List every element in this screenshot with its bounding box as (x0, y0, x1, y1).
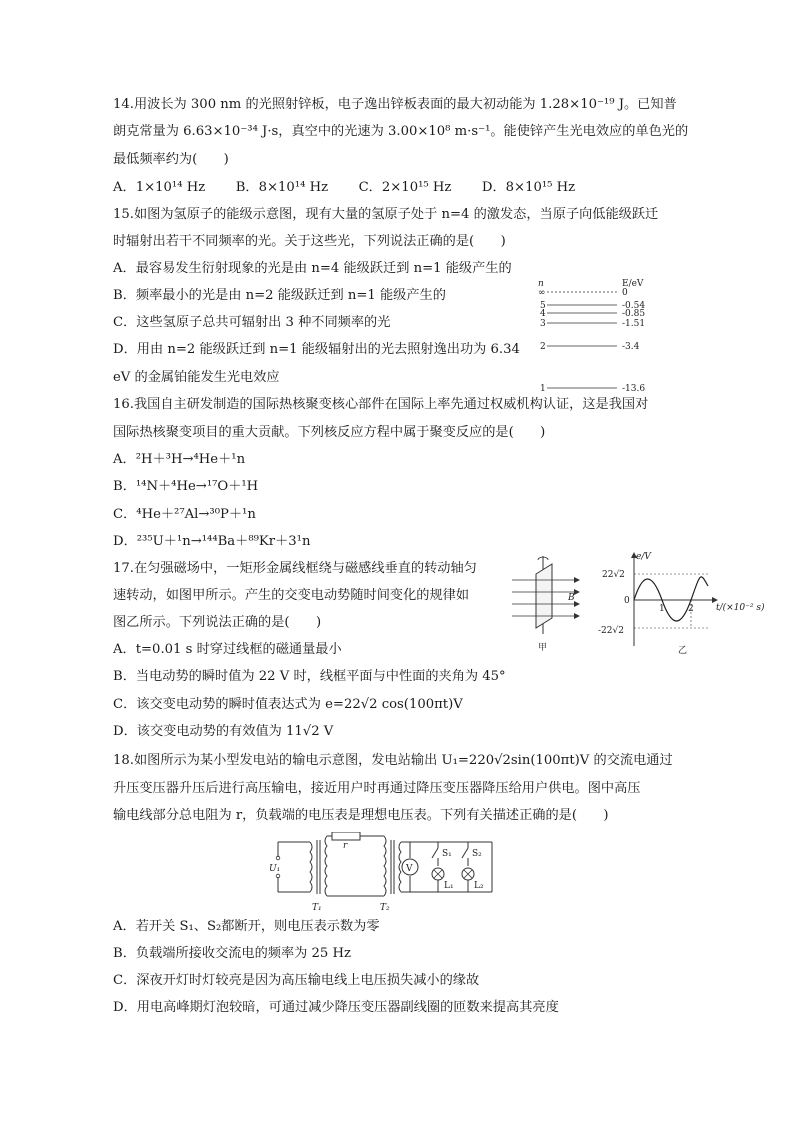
q15-option-c: C．这些氢原子总共可辐射出 3 种不同频率的光 (113, 315, 391, 330)
origin-label: 0 (624, 596, 630, 606)
q18-option-c: C．深夜开灯时灯较亮是因为高压输电线上电压损失减小的缘故 (113, 973, 480, 988)
label-S1: S₁ (442, 849, 452, 859)
switch-s1 (432, 848, 438, 858)
q16-option-d: D．²³⁵U＋¹n→¹⁴⁴Ba＋⁸⁹Kr＋3¹n (113, 534, 311, 549)
level-2-n: 2 (540, 342, 546, 352)
q14-line-1: 14.用波长为 300 nm 的光照射锌板，电子逸出锌板表面的最大初动能为 1.28×10⁻¹⁹ J。已知普 (113, 97, 677, 112)
q17-option-b: B．当电动势的瞬时值为 22 V 时，线框平面与中性面的夹角为 45° (113, 669, 506, 684)
q14-line-3: 最低频率约为( ) (113, 152, 229, 167)
q17-option-d: D．该交变电动势的有效值为 11√2 V (113, 724, 334, 739)
q14-options: A．1×10¹⁴ Hz B．8×10¹⁴ Hz C．2×10¹⁵ Hz D．8×10¹⁵ Hz (113, 180, 576, 195)
xtick-2: 2 (688, 604, 694, 614)
label-L2: L₂ (474, 881, 484, 891)
q16-option-c: C．⁴He＋²⁷Al→³⁰P＋¹n (113, 507, 256, 522)
field-arrow-3 (574, 601, 580, 607)
field-arrow-1 (574, 577, 580, 583)
e-axis-label: e/V (636, 552, 651, 562)
sine-curve (634, 577, 708, 621)
level-4-E: -0.85 (622, 309, 646, 319)
emf-time-graph (594, 550, 790, 656)
q18-line-1: 18.如图所示为某小型发电站的输电示意图，发电站输出 U₁=220√2sin(100πt)V 的交流电通过 (113, 753, 673, 768)
level-1-E: -13.6 (622, 384, 646, 394)
label-T2: T₂ (380, 903, 390, 913)
q17-line-1: 17.在匀强磁场中，一矩形金属线框绕与磁感线垂直的转动轴匀 (113, 561, 477, 576)
q18-line-2: 升压变压器升压后进行高压输电，接近用户时再通过降压变压器降压给用户供电。图中高压 (113, 781, 641, 796)
level-3-n: 3 (540, 319, 546, 329)
coil-frame (536, 564, 552, 628)
caption-yi: 乙 (678, 646, 688, 656)
field-arrow-4 (574, 613, 580, 619)
q15-option-d-cont: eV 的金属铂能发生光电效应 (113, 370, 280, 385)
q18-line-3: 输电线部分总电阻为 r，负载端的电压表是理想电压表。下列有关描述正确的是( ) (113, 808, 609, 823)
caption-jia: 甲 (538, 643, 548, 653)
level-3-E: -1.51 (622, 319, 646, 329)
level-1-n: 1 (540, 384, 546, 394)
switch-s2 (462, 848, 468, 858)
q17-option-a: A．t=0.01 s 时穿过线框的磁通量最小 (113, 642, 342, 657)
q16-option-a: A．²H＋³H→⁴He＋¹n (113, 452, 246, 467)
level-inf-n: ∞ (538, 288, 546, 298)
n-header: n (538, 279, 544, 289)
q16-option-b: B．¹⁴N＋⁴He→¹⁷O＋¹H (113, 479, 259, 494)
line-resistor (332, 832, 360, 840)
transmission-circuit-diagram (266, 832, 502, 914)
xtick-1: 1 (659, 604, 665, 614)
q18-option-d: D．用电高峰期灯泡较暗，可通过减少降压变压器副线圈的匝数来提高其亮度 (113, 1000, 559, 1015)
label-T1: T₁ (312, 903, 322, 913)
ytick-bottom: -22√2 (598, 626, 624, 636)
t2-primary-coil (384, 836, 386, 896)
rotating-coil-diagram (508, 552, 588, 654)
q15-line-2: 时辐射出若干不同频率的光。关于这些光，下列说法正确的是( ) (113, 234, 506, 249)
label-S2: S₂ (472, 849, 482, 859)
level-5-n: 5 (540, 301, 546, 311)
q18-option-a: A．若开关 S₁、S₂都断开，则电压表示数为零 (113, 919, 380, 934)
label-r: r (343, 841, 348, 851)
ytick-top: 22√2 (602, 570, 625, 580)
t1-secondary-coil (325, 836, 327, 896)
q14-line-2: 朗克常量为 6.63×10⁻³⁴ J·s，真空中的光速为 3.00×10⁸ m·s⁻¹。能使锌产生光电效应的单色光的 (113, 124, 689, 139)
field-arrow-2 (574, 589, 580, 595)
level-5-E: -0.54 (622, 301, 646, 311)
q16-line-1: 16.我国自主研发制造的国际热核聚变核心部件在国际上率先通过权威机构认证，这是我国对 (113, 397, 649, 412)
t2-secondary-coil (399, 842, 401, 892)
q18-option-b: B．负载端所接收交流电的频率为 25 Hz (113, 946, 351, 961)
level-inf-E: 0 (622, 288, 628, 298)
voltmeter-label: V (406, 864, 413, 874)
energy-level-diagram (532, 276, 662, 398)
level-2-E: -3.4 (622, 342, 640, 352)
t1-primary-coil (310, 842, 312, 892)
t-axis-label: t/(×10⁻² s) (716, 603, 765, 613)
level-4-n: 4 (540, 309, 546, 319)
q15-option-a: A．最容易发生衍射现象的光是由 n=4 能级跃迁到 n=1 能级产生的 (113, 261, 512, 276)
field-label-B: B (568, 593, 575, 603)
q17-line-2: 速转动，如图甲所示。产生的交变电动势随时间变化的规律如 (113, 588, 470, 603)
q17-option-c: C．该交变电动势的瞬时值表达式为 e=22√2 cos(100πt)V (113, 697, 463, 712)
q15-option-b: B．频率最小的光是由 n=2 能级跃迁到 n=1 能级产生的 (113, 288, 446, 303)
energy-header: E/eV (622, 279, 644, 289)
q15-line-1: 15.如图为氢原子的能级示意图，现有大量的氢原子处于 n=4 的激发态，当原子向低能级跃迁 (113, 207, 659, 222)
q15-option-d: D．用由 n=2 能级跃迁到 n=1 能级辐射出的光去照射逸出功为 6.34 (113, 342, 520, 357)
label-U1: U₁ (269, 864, 281, 874)
q16-line-2: 国际热核聚变项目的重大贡献。下列核反应方程中属于聚变反应的是( ) (113, 425, 546, 440)
label-L1: L₁ (444, 881, 454, 891)
q17-line-3: 图乙所示。下列说法正确的是( ) (113, 615, 322, 630)
